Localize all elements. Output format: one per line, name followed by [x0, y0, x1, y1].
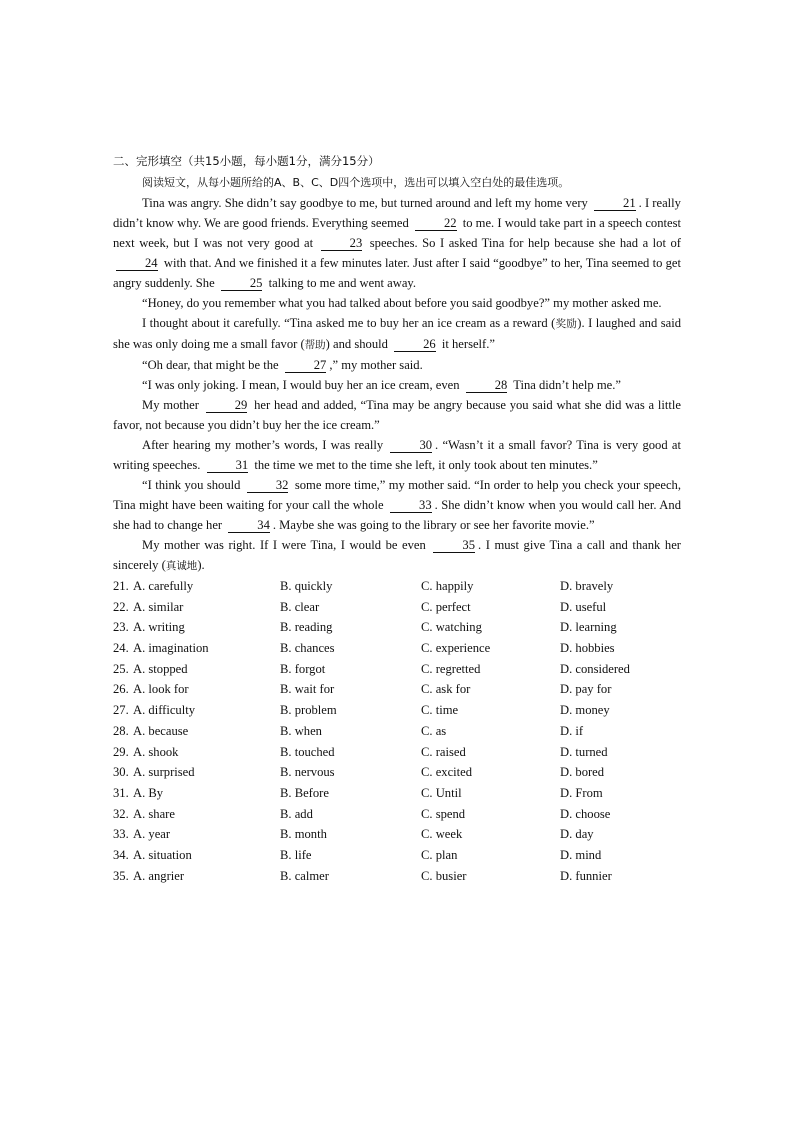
option-row-33 [113, 824, 681, 845]
option-row-29 [113, 742, 681, 763]
question-number: 21. [113, 579, 129, 593]
passage-text: My mother [142, 398, 199, 412]
passage-text: “Oh dear, that might be the [142, 358, 279, 372]
passage-paragraph-8 [113, 475, 681, 535]
option-b: B. month [280, 827, 327, 842]
question-number: 33. [113, 827, 129, 842]
option-b: B. life [280, 847, 312, 862]
question-number: 27. [113, 703, 129, 718]
passage-paragraph-5 [113, 375, 681, 395]
option-c: C. week [421, 827, 463, 842]
option-d: D. hobbies [560, 641, 615, 656]
option-a: A. similar [133, 599, 184, 614]
question-number: 32. [113, 806, 129, 821]
option-c: C. watching [421, 620, 482, 635]
option-row-32 [113, 804, 681, 825]
option-d: D. mind [560, 847, 602, 862]
blank-33: 33 [390, 498, 432, 513]
passage-text: ). I laughed and said she was only doing me a small favor ( [113, 316, 682, 351]
blank-27: 27 [285, 358, 327, 373]
blank-35: 35 [433, 538, 475, 553]
option-a: A. because [133, 723, 189, 738]
passage-text: to me. I would take part in a speech contest next week, but I was not very good at [113, 216, 681, 250]
option-row-34 [113, 845, 681, 866]
option-a: A. shook [133, 744, 179, 759]
passage-text: Tina didn’t help me.” [513, 378, 621, 392]
option-c: C. happily [421, 579, 474, 593]
passage-text: I thought about it carefully. “Tina asked me to buy her an ice cream as a reward ( [142, 316, 556, 330]
passage-text: with that. And we finished it a few minutes later. Just after I said “goodbye” to her, Tina seemed to get angry suddenly. She [113, 256, 681, 290]
passage-text: the time we met to the time she left, it only took about ten minutes.” [254, 458, 598, 472]
gloss-sincerely: 真诚地 [165, 560, 198, 572]
option-c: C. excited [421, 765, 473, 780]
passage-text: Tina was angry. She didn’t say goodbye to me, but turned around and left my home very [142, 196, 588, 210]
question-number: 24. [113, 641, 129, 656]
option-b: B. Before [280, 785, 329, 800]
option-b: B. wait for [280, 682, 335, 697]
option-c: C. perfect [421, 599, 471, 614]
option-c: C. experience [421, 641, 491, 656]
passage-paragraph-3 [113, 313, 681, 355]
blank-34: 34 [228, 518, 270, 533]
option-row-28 [113, 721, 681, 742]
option-d: D. learning [560, 620, 617, 635]
option-d: D. bravely [560, 579, 614, 593]
passage-text: After hearing my mother’s words, I was really [142, 438, 384, 452]
option-d: D. money [560, 703, 610, 718]
blank-22: 22 [415, 216, 457, 231]
passage-paragraph-1 [113, 193, 681, 293]
option-d: D. considered [560, 661, 630, 676]
passage-text: ,” my mother said. [329, 358, 423, 372]
passage-paragraph-2: “Honey, do you remember what you had talked about before you said goodbye?” my mother asked me. [142, 296, 662, 310]
option-row-31 [113, 783, 681, 804]
instructions [113, 172, 681, 193]
question-number: 29. [113, 744, 129, 759]
passage-text: it herself.” [441, 337, 495, 351]
passage-text: some more time,” my mother said. “In order to help you check your speech, Tina might have been waiting for your call the whole [113, 478, 681, 512]
option-b: B. reading [280, 620, 333, 635]
option-b: B. chances [280, 641, 335, 656]
option-a: A. writing [133, 620, 185, 635]
option-d: D. From [560, 785, 603, 800]
option-c: C. Until [421, 785, 462, 800]
question-number: 30. [113, 765, 129, 780]
passage-text: “I was only joking. I mean, I would buy her an ice cream, even [142, 378, 460, 392]
option-b: B. when [280, 723, 322, 738]
question-number: 26. [113, 682, 129, 697]
blank-29: 29 [206, 398, 248, 413]
passage-text: ). [197, 558, 205, 572]
option-a: A. stopped [133, 661, 188, 676]
option-c: C. time [421, 703, 459, 718]
passage-text: My mother was right. If I were Tina, I would be even [142, 538, 426, 552]
blank-24: 24 [116, 256, 158, 271]
option-row-35 [113, 866, 681, 887]
option-a: A. surprised [133, 765, 195, 780]
passage-text: talking to me and went away. [268, 276, 417, 290]
blank-28: 28 [466, 378, 508, 393]
exam-page [113, 150, 681, 886]
option-b: B. touched [280, 744, 335, 759]
option-row-25 [113, 659, 681, 680]
option-d: D. bored [560, 765, 605, 780]
gloss-reward: 奖励 [555, 318, 578, 330]
option-a: A. situation [133, 847, 192, 862]
passage-paragraph-6 [113, 395, 681, 435]
option-b: B. forgot [280, 661, 326, 676]
option-c: C. ask for [421, 682, 471, 697]
passage-text: . “Wasn’t it a small favor? Tina is very good at writing speeches. [113, 438, 681, 472]
answer-options [113, 576, 681, 886]
instructions-text: 阅读短文，从每小题所给的A、B、C、D四个选项中，选出可以填入空白处的最佳选项。 [142, 176, 570, 189]
option-d: D. turned [560, 744, 608, 759]
option-row-30 [113, 762, 681, 783]
question-number: 35. [113, 868, 129, 883]
passage-text: “I think you should [142, 478, 241, 492]
option-a: A. year [133, 827, 171, 842]
blank-25: 25 [221, 276, 263, 291]
question-number: 34. [113, 847, 129, 862]
option-b: B. add [280, 806, 313, 821]
passage-text: . She didn’t know when you would call her. And she had to change her [113, 498, 681, 532]
section-heading: 二、完形填空（共15小题，每小题1分，满分15分） [113, 154, 380, 168]
option-b: B. calmer [280, 868, 329, 883]
option-d: D. choose [560, 806, 611, 821]
blank-21: 21 [594, 196, 636, 211]
question-number: 22. [113, 599, 129, 614]
option-a: A. look for [133, 682, 189, 697]
passage-paragraph-4 [113, 355, 681, 375]
passage-text: . Maybe she was going to the library or see her favorite movie.” [272, 518, 595, 532]
passage-paragraph-9 [113, 535, 681, 576]
option-b: B. problem [280, 703, 337, 718]
option-a: A. angrier [133, 868, 185, 883]
option-c: C. raised [421, 744, 466, 759]
passage-text: . I really didn’t know why. We are good friends. Everything seemed [113, 196, 681, 230]
passage-paragraph-7 [113, 435, 681, 475]
gloss-favor: 帮助 [304, 339, 326, 351]
blank-30: 30 [390, 438, 432, 453]
option-b: B. quickly [280, 579, 333, 593]
option-row-27 [113, 700, 681, 721]
option-row-24 [113, 638, 681, 659]
blank-23: 23 [321, 236, 363, 251]
passage-text: her head and added, “Tina may be angry because you said what she did was a little favor, not because you didn’t buy her the ice cream.” [113, 398, 681, 432]
option-c: C. as [421, 723, 447, 738]
option-d: D. pay for [560, 682, 612, 697]
option-row-21 [113, 576, 681, 597]
blank-31: 31 [207, 458, 249, 473]
option-row-22 [113, 597, 681, 618]
option-b: B. nervous [280, 765, 335, 780]
passage-text: . I must give Tina a call and thank her sincerely ( [113, 538, 682, 572]
question-number: 28. [113, 723, 129, 738]
option-a: A. imagination [133, 641, 209, 656]
question-number: 31. [113, 785, 129, 800]
option-b: B. clear [280, 599, 320, 614]
question-number: 25. [113, 661, 129, 676]
option-a: A. By [133, 785, 164, 800]
option-row-26 [113, 679, 681, 700]
option-c: C. regretted [421, 661, 481, 676]
option-c: C. plan [421, 847, 458, 862]
option-d: D. funnier [560, 868, 612, 883]
blank-32: 32 [247, 478, 289, 493]
passage-text: ) and should [325, 337, 388, 351]
passage-text: speeches. So I asked Tina for help because she had a lot of [369, 236, 681, 250]
question-number: 23. [113, 620, 129, 635]
option-c: C. busier [421, 868, 467, 883]
option-a: A. share [133, 806, 175, 821]
option-d: D. day [560, 827, 594, 842]
option-d: D. useful [560, 599, 607, 614]
option-c: C. spend [421, 806, 466, 821]
option-a: A. difficulty [133, 703, 196, 718]
blank-26: 26 [394, 337, 436, 352]
option-row-23 [113, 617, 681, 638]
option-a: A. carefully [133, 579, 194, 593]
option-d: D. if [560, 723, 584, 738]
